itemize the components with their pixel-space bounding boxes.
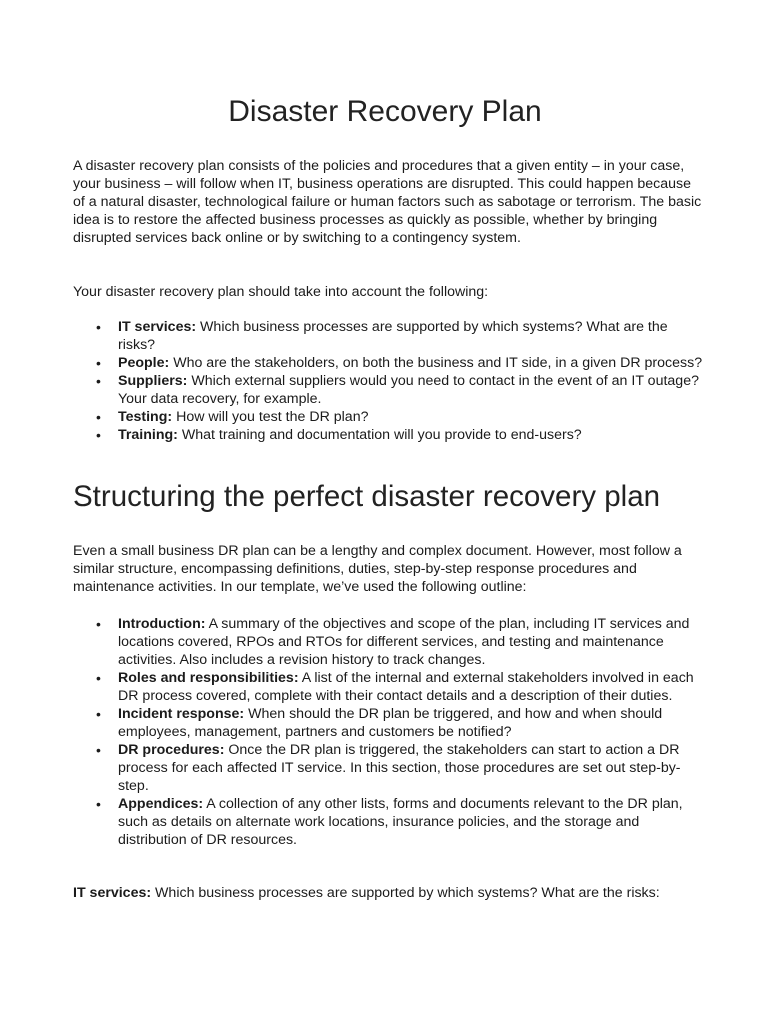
bullet-icon: • (96, 706, 101, 722)
list-item (73, 318, 703, 354)
list-item-text: What training and documentation will you provide to end-users? (177, 427, 582, 443)
list-item (73, 408, 703, 426)
list-item-term: Incident response: (118, 706, 245, 722)
list-item (73, 615, 703, 669)
list-item-term: DR procedures: (118, 742, 225, 758)
list-item (73, 354, 703, 372)
bullet-icon: • (96, 616, 101, 632)
bullet-icon: • (96, 427, 101, 443)
list-item-text: Who are the stakeholders, on both the business and IT side, in a given DR process? (169, 355, 703, 371)
considerations-list (73, 318, 703, 444)
section-heading: Structuring the perfect disaster recovery plan (73, 480, 661, 513)
list-item-term: People: (118, 355, 170, 371)
bullet-icon: • (96, 796, 101, 812)
list-item-text: A collection of any other lists, forms and documents relevant to the DR plan, such as details on alternate work locations, insurance policies, and the storage and distribution of DR resources. (118, 796, 683, 848)
list-item-text: A list of the internal and external stakeholders involved in each DR process covered, complete with their contact details and a description of their duties. (118, 670, 694, 704)
list-item-text: How will you test the DR plan? (172, 409, 369, 425)
list-item-term: Training: (118, 427, 178, 443)
outline-list (73, 615, 703, 849)
bullet-icon: • (96, 355, 101, 371)
bullet-icon: • (96, 742, 101, 758)
list-item-text: Which external suppliers would you need to contact in the event of an IT outage? Your data recovery, for example. (118, 373, 699, 407)
list-item (73, 426, 703, 444)
bullet-icon: • (96, 373, 101, 389)
intro-paragraph: A disaster recovery plan consists of the policies and procedures that a given entity – in your case, your business – will follow when IT, business operations are disrupted. This could happen because of a natural disaster, technological failure or human factors such as sabotage or terrorism. The basic idea is to restore the affected business processes as quickly as possible, whether by bringing disrupted services back online or by switching to a contingency system. (73, 158, 702, 246)
lead-paragraph: Your disaster recovery plan should take into account the following: (73, 284, 489, 300)
list-item-term: Testing: (118, 409, 173, 425)
list-item-text: A summary of the objectives and scope of the plan, including IT services and locations covered, RPOs and RTOs for different services, and testing and maintenance activities. Also includes a revision history to track changes. (118, 616, 690, 668)
list-item-term: Appendices: (118, 796, 204, 812)
bullet-icon: • (96, 319, 101, 335)
closing-paragraph (73, 884, 703, 902)
bullet-icon: • (96, 409, 101, 425)
list-item-text: Which business processes are supported by which systems? What are the risks? (118, 319, 668, 353)
list-item (73, 795, 703, 849)
list-item-text: Once the DR plan is triggered, the stakeholders can start to action a DR process for each affected IT service. In this section, those procedures are set out step-by-step. (118, 742, 681, 794)
list-item-term: Introduction: (118, 616, 206, 632)
list-item-text: When should the DR plan be triggered, and how and when should employees, management, partners and customers be notified? (118, 706, 663, 740)
list-item (73, 669, 703, 705)
list-item-term: Roles and responsibilities: (118, 670, 299, 686)
closing-term: IT services: (73, 885, 152, 901)
list-item-term: Suppliers: (118, 373, 188, 389)
list-item (73, 705, 703, 741)
closing-text: Which business processes are supported by which systems? What are the risks: (151, 885, 660, 901)
section-intro-paragraph: Even a small business DR plan can be a lengthy and complex document. However, most follow a similar structure, encompassing definitions, duties, step-by-step response procedures and maintenance activities. In our template, we’ve used the following outline: (73, 543, 682, 595)
list-item-term: IT services: (118, 319, 197, 335)
bullet-icon: • (96, 670, 101, 686)
list-item (73, 372, 703, 408)
document-title: Disaster Recovery Plan (228, 95, 542, 128)
list-item (73, 741, 703, 795)
